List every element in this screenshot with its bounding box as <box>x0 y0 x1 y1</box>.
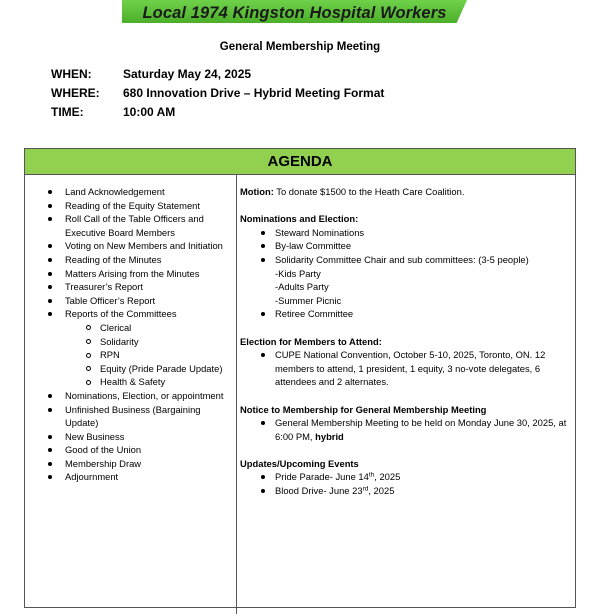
motion-label: Motion: <box>240 186 274 197</box>
time-label: TIME: <box>51 105 84 119</box>
agenda-item: Good of the Union <box>25 443 236 457</box>
agenda-item: Matters Arising from the Minutes <box>25 267 236 281</box>
agenda-table <box>24 148 576 608</box>
agenda-item: Table Officer’s Report <box>25 294 236 308</box>
blood-year: , 2025 <box>368 485 395 497</box>
agenda-item: New Business <box>25 430 236 444</box>
agenda-item: Nominations, Election, or appointment <box>25 389 236 403</box>
pride-text: Pride Parade- June 14 <box>275 471 369 483</box>
nomination-item: By-law Committee <box>240 239 572 253</box>
committee-item: Solidarity <box>25 335 236 349</box>
blood-text: Blood Drive- June 23 <box>275 485 363 497</box>
agenda-details-column <box>240 185 572 498</box>
pride-year: , 2025 <box>374 471 401 483</box>
agenda-title: AGENDA <box>25 149 575 175</box>
agenda-item: Reading of the Minutes <box>25 253 236 267</box>
nomination-sub-item: -Summer Picnic <box>275 294 342 306</box>
committee-item: RPN <box>25 348 236 362</box>
committee-item: Health & Safety <box>25 375 236 389</box>
agenda-item: Adjournment <box>25 470 236 484</box>
agenda-item: Voting on New Members and Initiation <box>25 239 236 253</box>
pride-sup: th <box>368 471 375 479</box>
notice-list <box>240 416 572 443</box>
agenda-item: Roll Call of the Table Officers and Executive Board Members <box>25 212 236 239</box>
agenda-items-column <box>25 185 236 484</box>
nomination-item: Steward Nominations <box>240 226 572 240</box>
when-value: Saturday May 24, 2025 <box>123 67 252 81</box>
agenda-item: Land Acknowledgement <box>25 185 236 199</box>
notice-heading: Notice to Membership for General Membership Meeting <box>240 403 487 415</box>
agenda-item: Reading of the Equity Statement <box>25 199 236 213</box>
nomination-sub-item: -Adults Party <box>275 281 329 293</box>
blood-sup: rd <box>362 485 369 493</box>
committee-item: Equity (Pride Parade Update) <box>25 362 236 376</box>
convention-item: CUPE National Convention, October 5-10, 2025, Toronto, ON. 12 members to attend, 1 president, 1 equity, 3 no-vote delegates, 6 attendees and 2 alternates. <box>240 348 572 389</box>
where-row <box>51 86 384 100</box>
election-attend-heading: Election for Members to Attend: <box>240 335 382 347</box>
blood-drive-item <box>240 484 572 498</box>
motion-text: To donate $1500 to the Heath Care Coalition. <box>273 186 465 197</box>
org-name: Local 1974 Kingston Hospital Workers <box>142 4 447 22</box>
election-attend-list <box>240 348 572 389</box>
pride-parade-item <box>240 470 572 484</box>
nomination-item: Retiree Committee <box>240 307 572 321</box>
notice-item <box>240 416 572 443</box>
notice-hybrid: hybrid <box>315 430 344 442</box>
nominations-heading: Nominations and Election: <box>240 213 359 225</box>
when-label: WHEN: <box>51 67 92 81</box>
agenda-item: Unfinished Business (Bargaining Update) <box>25 403 236 430</box>
time-value: 10:00 AM <box>123 105 176 119</box>
where-value: 680 Innovation Drive – Hybrid Meeting Format <box>123 86 385 100</box>
time-row <box>51 105 175 119</box>
updates-heading: Updates/Upcoming Events <box>240 457 359 469</box>
nomination-item: Solidarity Committee Chair and sub committees: (3-5 people) <box>240 253 572 267</box>
nominations-list <box>240 226 572 321</box>
agenda-item: Reports of the Committees <box>25 307 236 321</box>
updates-list <box>240 470 572 497</box>
committee-item: Clerical <box>25 321 236 335</box>
where-label: WHERE: <box>51 86 100 100</box>
nomination-sub-item: -Kids Party <box>275 267 321 279</box>
notice-text: General Membership Meeting to be held on Monday June 30, 2025, at 6:00 PM, <box>275 417 567 442</box>
motion <box>240 185 572 199</box>
agenda-item: Membership Draw <box>25 457 236 471</box>
when-row <box>51 67 251 81</box>
agenda-item: Treasurer’s Report <box>25 280 236 294</box>
column-divider <box>236 174 237 614</box>
agenda-list <box>25 185 236 484</box>
meeting-title: General Membership Meeting <box>219 41 381 53</box>
